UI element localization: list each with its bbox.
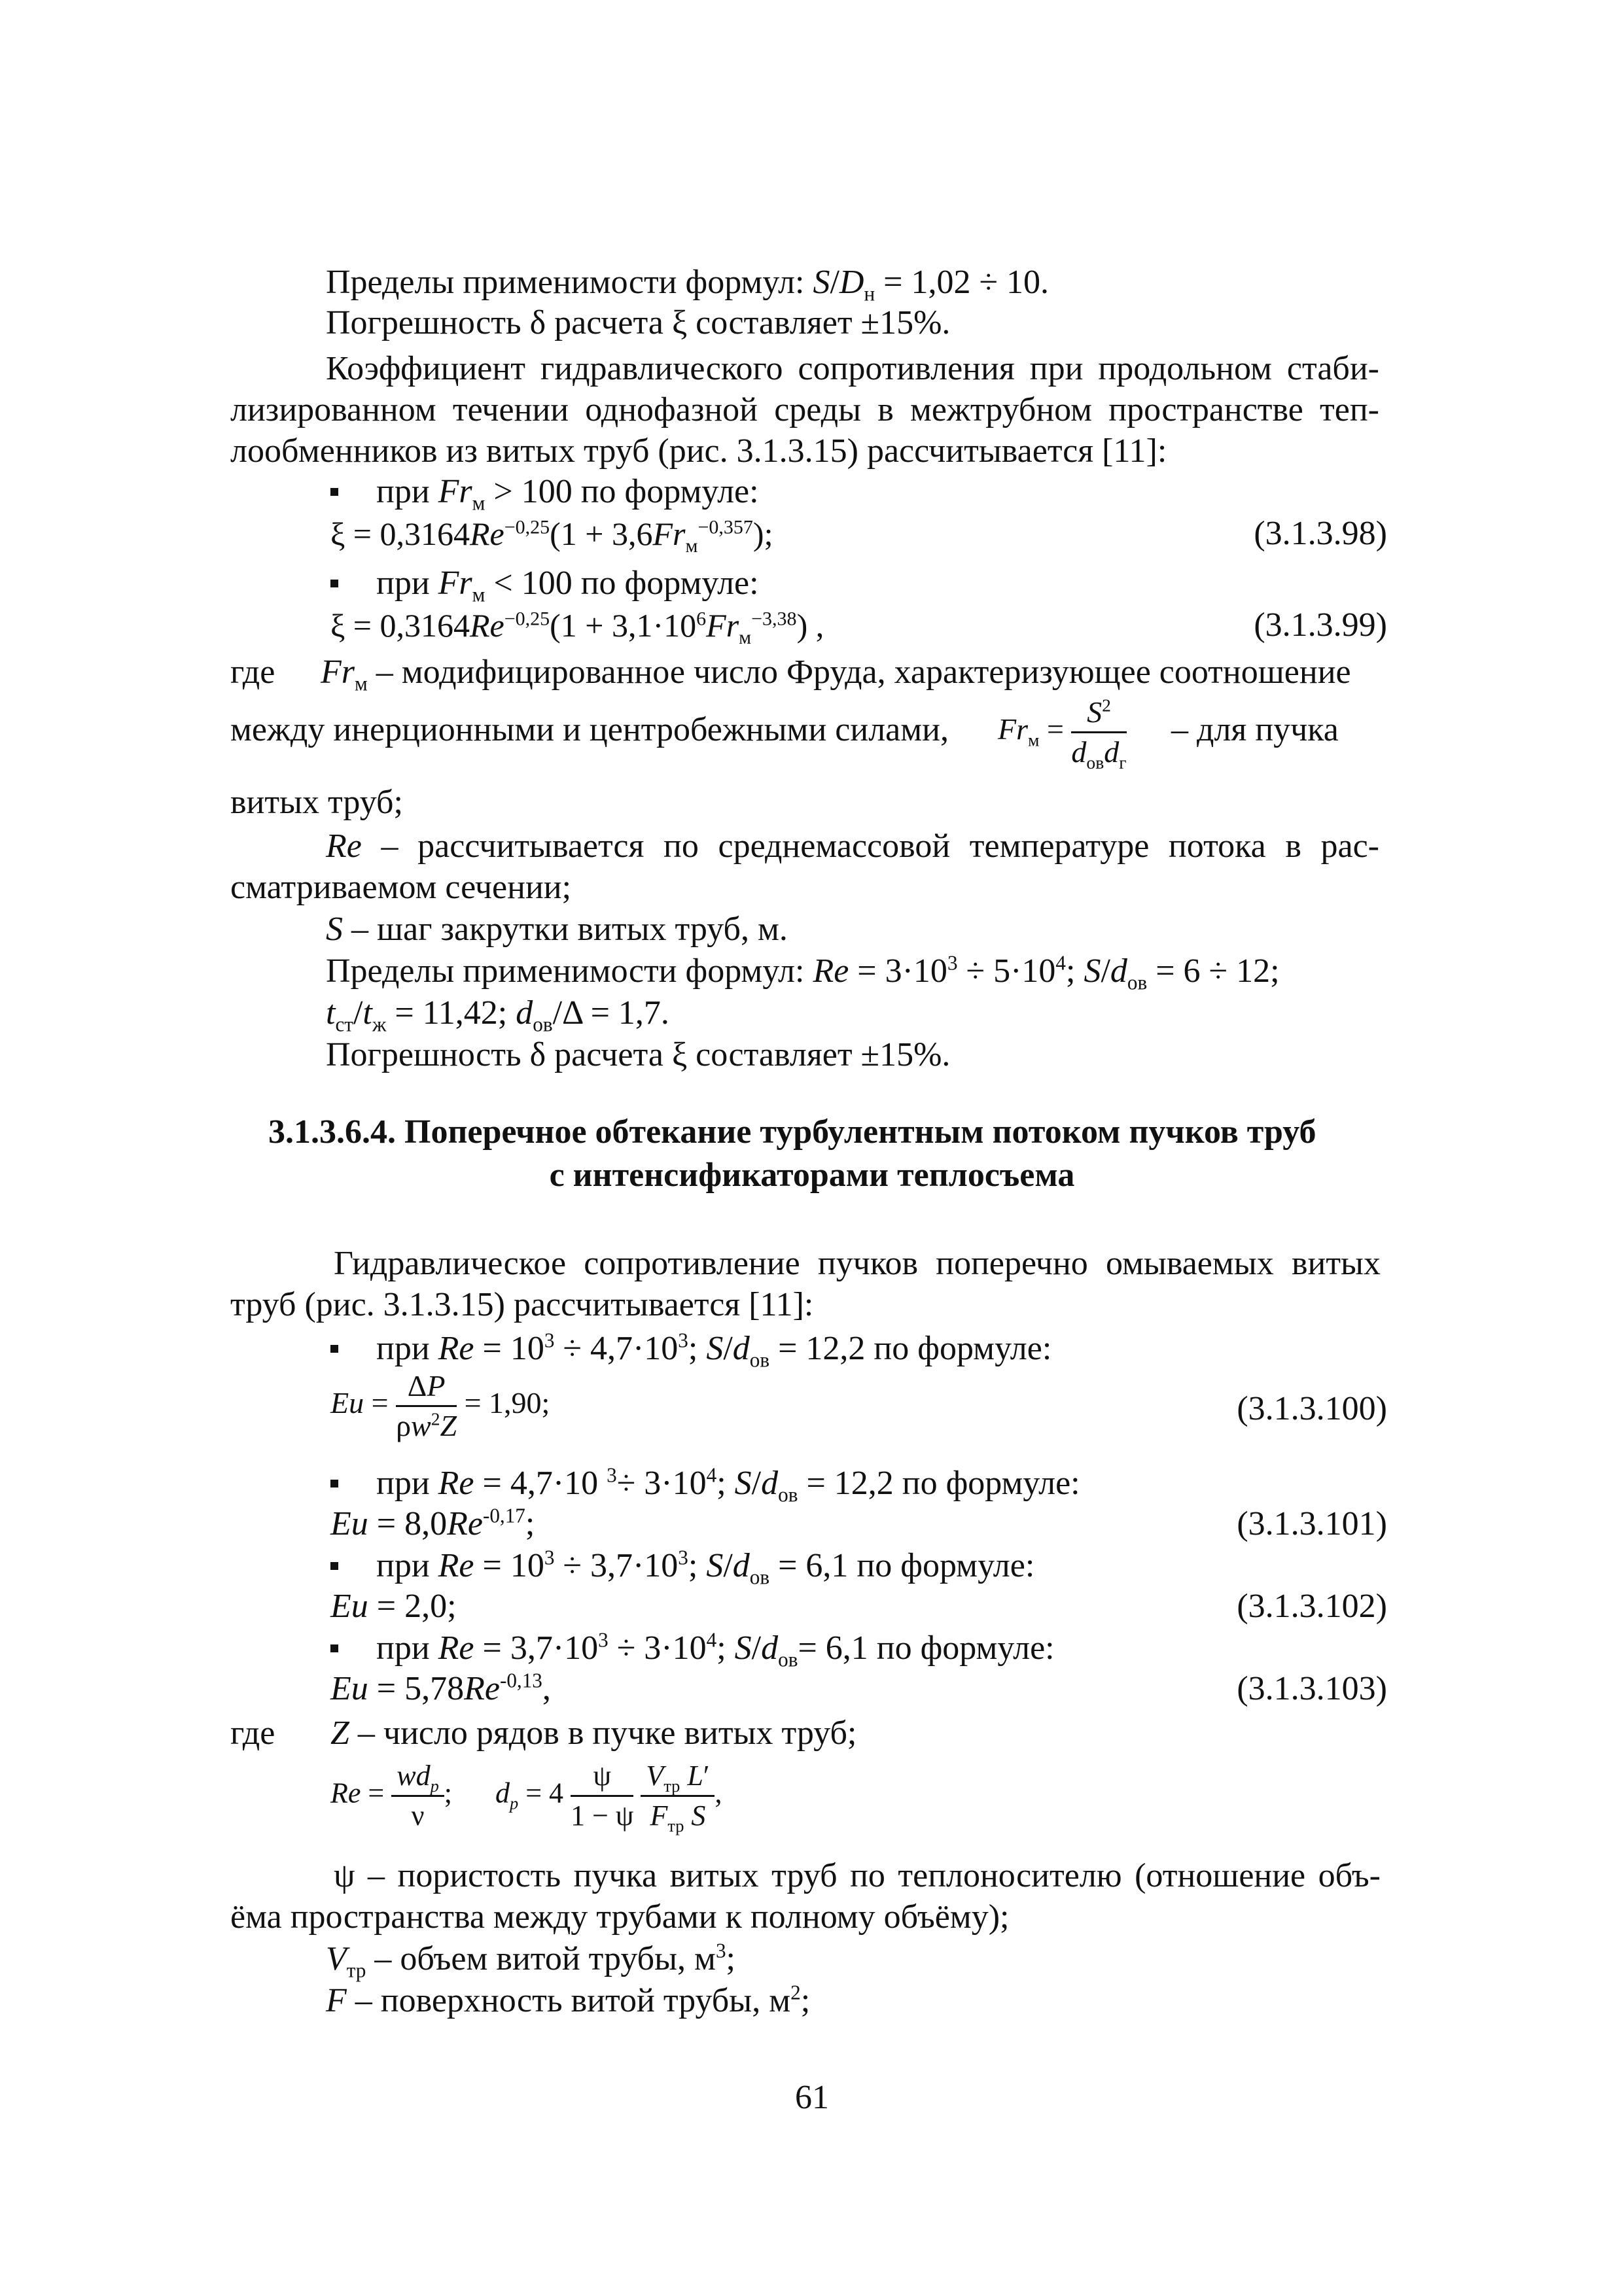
bottom-case-4: при $Re = 3,7\cdot 10^3 \div 3\cdot 10^4$; $S/d_{ов}= 6,1$ по формуле: bbox=[330, 1627, 1055, 1669]
intro-line-3: лообменников из витых труб (рис. 3.1.3.15) рассчитывается [11]: bbox=[230, 432, 1167, 470]
limits-line-2b: $t_{ст}/t_ж = 11,42$; $d_{ов}/\Delta = 1,7$. bbox=[326, 994, 669, 1036]
where-label-2: где bbox=[230, 1714, 275, 1752]
page-number: 61 bbox=[795, 2079, 829, 2116]
v-definition: $V_{тр}$ – объем витой трубы, $м^3$; bbox=[326, 1939, 735, 1982]
fr-formula: $Fr_м$ = $\frac{S^2}{d_{ов}d_г}$ bbox=[998, 693, 1127, 771]
bottom-intro-2: труб (рис. 3.1.3.15) рассчитывается [11]: bbox=[230, 1286, 814, 1323]
equation-98: $\xi = 0,3164Re^{-0,25}(1 + 3,6Fr_м^{-0,357})$; bbox=[330, 515, 773, 557]
fr-tail-2: витых труб; bbox=[230, 784, 403, 821]
re-fraction: $\frac{wd_p}{\nu}$ bbox=[391, 1757, 444, 1835]
psi-fraction: $\frac{\psi}{1 - \psi}$ bbox=[571, 1757, 633, 1835]
fr-definition-2: между инерционными и центробежными силами, bbox=[230, 711, 949, 748]
bullet-icon bbox=[330, 1345, 338, 1353]
error-line-1: Погрешность δ расчета ξ составляет ±15%. bbox=[326, 304, 951, 341]
bullet-icon bbox=[330, 580, 338, 587]
equation-101: $Eu = 8,0Re^{-0,17}$; bbox=[330, 1504, 535, 1542]
section-heading-1: 3.1.3.6.4. Поперечное обтекание турбулентным потоком пучков труб bbox=[268, 1113, 1316, 1151]
equation-number-100: (3.1.3.100) bbox=[1237, 1390, 1387, 1427]
z-definition: Z – число рядов в пучке витых труб; bbox=[330, 1714, 857, 1752]
case-line-2: при $Fr_м < 100$ по формуле: bbox=[330, 563, 759, 604]
bottom-intro-1: Гидравлическое сопротивление пучков поперечно омываемых витых bbox=[334, 1245, 1381, 1282]
s-definition: S – шаг закрутки витых труб, м. bbox=[326, 911, 788, 948]
vtr-fraction: $\frac{V_{тр} L'}{F_{тр} S}$ bbox=[641, 1757, 715, 1835]
eu-fraction: $\frac{\Delta P}{\rho w^2Z}$ bbox=[396, 1367, 457, 1445]
limits-line-1: Пределы применимости формул: $S/D_н = 1,02 \div 10$. bbox=[326, 264, 1050, 305]
intro-line-1: Коэффициент гидравлического сопротивления при продольном стаби- bbox=[326, 350, 1379, 387]
bullet-icon bbox=[330, 488, 338, 496]
where-label-1: где bbox=[230, 653, 275, 691]
intro-line-2: лизированном течении однофазной среды в межтрубном пространстве теп- bbox=[230, 391, 1379, 428]
f-definition: F – поверхность витой трубы, $м^2$; bbox=[326, 1981, 811, 2019]
equation-103: $Eu = 5,78Re^{-0,13}$, bbox=[330, 1669, 551, 1707]
re-definition-2: сматриваемом сечении; bbox=[230, 869, 572, 906]
bullet-icon bbox=[330, 1562, 338, 1570]
equation-100: Eu = $\frac{\Delta P}{\rho w^2Z}$ = 1,90; bbox=[330, 1367, 550, 1445]
fr-tail: – для пучка bbox=[1171, 711, 1339, 748]
psi-definition: ψ – пористость пучка витых труб по теплоносителю (отношение объ- bbox=[334, 1857, 1381, 1894]
re-dp-formula: Re = $\frac{wd_p}{\nu}$ ; $d_p = 4$ $\frac{\psi}{1 - \psi}$ $\frac{V_{тр} L'}{F_{тр} S}$ , bbox=[330, 1757, 722, 1835]
equation-99: $\xi = 0,3164Re^{-0,25}(1 + 3,1\cdot 10^6Fr_м^{-3,38})$ , bbox=[330, 607, 824, 648]
equation-number-99: (3.1.3.99) bbox=[1254, 606, 1387, 644]
section-heading-2: с интенсификаторами теплосъема bbox=[549, 1157, 1075, 1194]
equation-102: Eu = 2,0; bbox=[330, 1588, 457, 1625]
fr-definition: $Fr_м$ – модифицированное число Фруда, характеризующее соотношение bbox=[321, 653, 1351, 695]
limits-line-2: Пределы применимости формул: $Re = 3\cdot 10^3 \div 5\cdot 10^4$; $S/d_{ов} = 6 \div 12$; bbox=[326, 951, 1280, 994]
case-line-1: при $Fr_м > 100$ по формуле: bbox=[330, 471, 759, 513]
bottom-case-2: при Re = 4,7·10 $^3\div 3\cdot 10^4$; $S/d_{ов} = 12,2$ по формуле: bbox=[330, 1463, 1080, 1505]
bottom-case-1: при $Re = 10^3 \div 4,7\cdot 10^3$; $S/d_{ов} = 12,2$ по формуле: bbox=[330, 1328, 1051, 1370]
error-line-2: Погрешность δ расчета ξ составляет ±15%. bbox=[326, 1036, 951, 1073]
equation-number-98: (3.1.3.98) bbox=[1254, 515, 1387, 552]
equation-number-101: (3.1.3.101) bbox=[1237, 1505, 1387, 1542]
equation-number-102: (3.1.3.102) bbox=[1237, 1588, 1387, 1625]
equation-number-103: (3.1.3.103) bbox=[1237, 1670, 1387, 1707]
bullet-icon bbox=[330, 1644, 338, 1652]
fr-fraction: $\frac{S^2}{d_{ов}d_г}$ bbox=[1071, 693, 1126, 771]
re-definition: Re – рассчитывается по среднемассовой температуре потока в рас- bbox=[326, 827, 1379, 865]
psi-definition-2: ёма пространства между трубами к полному объёму); bbox=[230, 1898, 1010, 1936]
bottom-case-3: при $Re = 10^3 \div 3,7\cdot 10^3$; $S/d_{ов} = 6,1$ по формуле: bbox=[330, 1545, 1034, 1587]
bullet-icon bbox=[330, 1480, 338, 1487]
